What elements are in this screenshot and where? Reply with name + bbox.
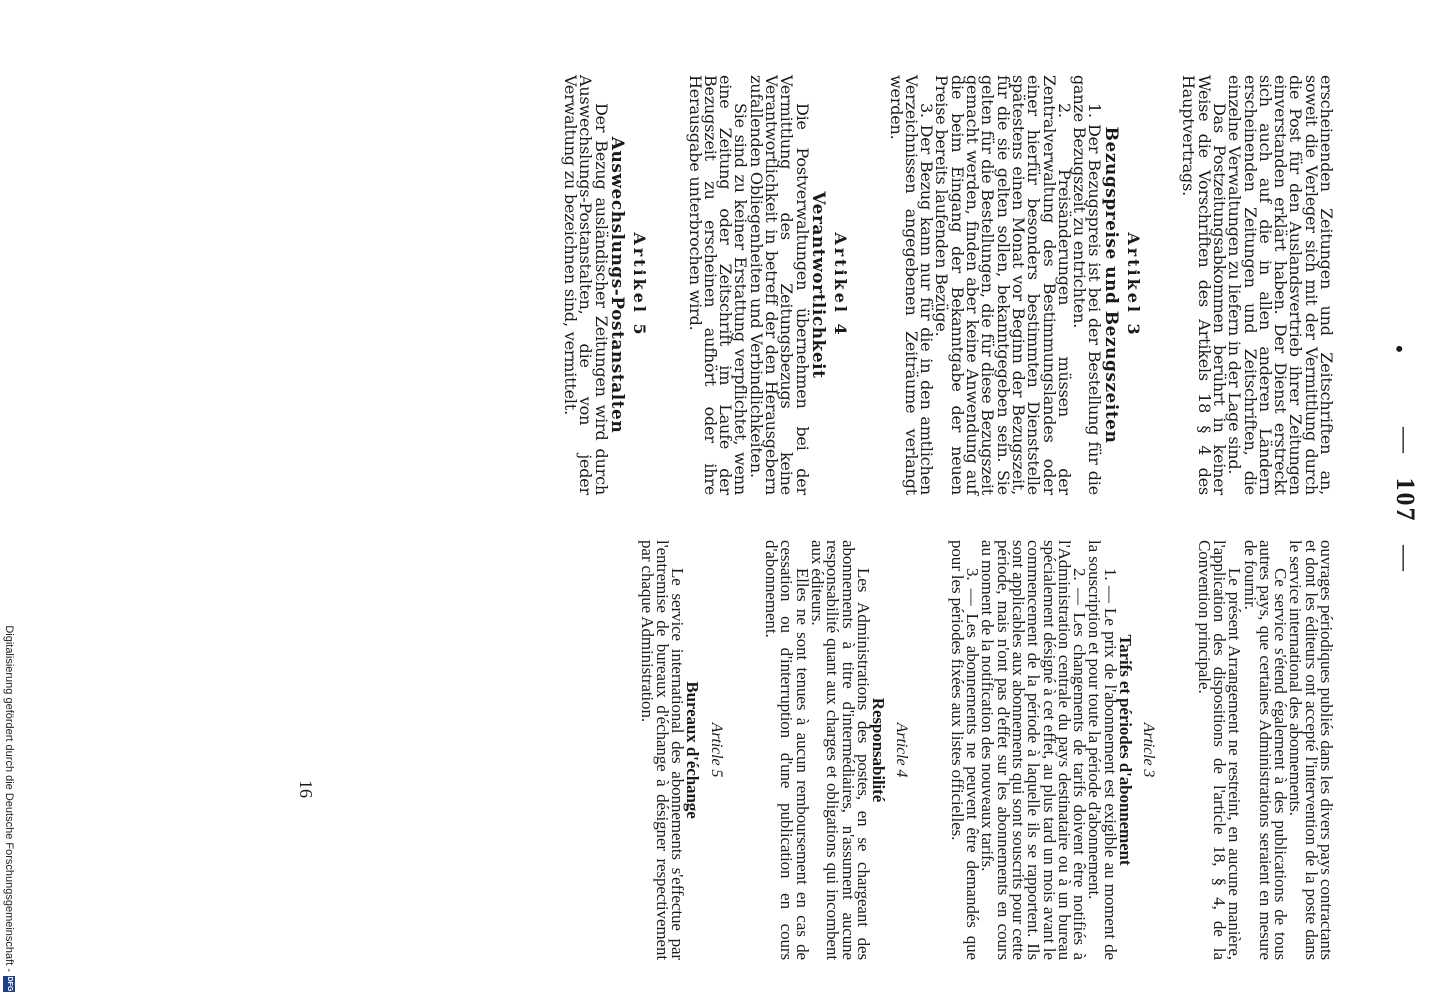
de-intro-1: erscheinenden Zeitungen und Zeitschriften an, soweit die Verleger sich mit der Vermittlung durch die Post für den Auslandsvertrieb ihrer Zeitungen einverstanden erklärt haben. Der Dienst erstreckt sich auch auf die in allen anderen Ländern erscheinenden Zeitungen und Zeitschriften, die einzelne Verwaltungen zu liefern in der Lage sind.: [1225, 75, 1336, 495]
de-article-5-heading: Auswechslungs-Postanstalten: [607, 136, 628, 434]
de-article-5-label: Artikel 5: [630, 232, 650, 338]
page-header: [1390, 0, 1420, 1000]
fr-article-5-label: Article 5: [707, 722, 725, 778]
fr-article-3-label: Article 3: [1140, 722, 1158, 778]
de-article-3-label: Artikel 3: [1124, 232, 1144, 338]
header-dash-left: —: [1391, 427, 1420, 455]
de-article-5-p1: Der Bezug ausländischer Zeitungen wird durch Auswechslungs-Postanstalten, die von jeder Verwaltung zu bezeichnen sind, vermittelt.: [561, 75, 611, 495]
fr-article-3-p1: 1. — Le prix de l'abonnement est exigible au moment de la souscription et pour toute la période d'abonnement.: [1085, 540, 1120, 960]
fr-article-4-p2: Elles ne sont tenues à aucun remboursement en cas de cessation ou d'interruption d'une publication en cours d'abonnement.: [762, 540, 812, 960]
fr-article-3-p2: 2. — Les changements de tarifs doivent être notifiés à l'Administration centrale du pays destinataire ou à un bureau spécialement désigné à cet effet, au plus tard un mois avant le commencement de la période à laquelle ils se rapportent. Ils sont applicables aux abonnements qui sont souscrits pour cette période, mais n'ont pas d'effet sur les abonnements en cours au moment de la notification des nouveaux tarifs.: [978, 540, 1090, 960]
fr-article-3-p3: 3. — Les abonnements ne peuvent être demandés que pour les périodes fixées aux listes officielles.: [947, 540, 983, 960]
digitization-credit: [1, 0, 17, 1000]
de-article-4-heading: Verantwortlichkeit: [807, 191, 828, 379]
de-article-4-p1: Die Postverwaltungen übernehmen bei der Vermittlung des Zeitungsbezugs keine Verantwortlichkeit in betreff der den Herausgebern zufallenden Obliegenheiten und Verbindlichkeiten.: [746, 75, 812, 495]
header-dash-right: —: [1391, 545, 1420, 573]
de-article-4-label: Artikel 4: [831, 232, 851, 338]
fr-article-5-p1: Le service international des abonnements s'effectue par l'entremise de bureaux d'échange à désigner respectivement par chaque Administration.: [637, 540, 688, 960]
de-intro-2: Das Postzeitungsabkommen berührt in keiner Weise die Vorschriften des Artikels 18 § 4 des Hauptvertrags.: [1179, 75, 1229, 495]
de-article-3-p3: 3. Der Bezug kann nur für die in den amtlichen Verzeichnissen angegebenen Zeiträume verlangt werden.: [886, 75, 937, 495]
de-article-4-p2: Sie sind zu keiner Erstattung verpflichtet, wenn eine Zeitung oder Zeitschrift im Laufe der Bezugszeit zu erscheinen aufhört oder ihre Herausgabe unterbrochen wird.: [685, 75, 751, 495]
header-dot: •: [1387, 345, 1412, 353]
fr-intro-2: Ce service s'étend également à des publications de tous autres pays, que certaines Administrations seraient en mesure de fournir.: [1240, 540, 1291, 960]
page-number: 107: [1391, 477, 1420, 523]
french-text-column: [639, 540, 1334, 960]
dfg-logo: DFG: [3, 976, 15, 992]
fr-article-5-heading: Bureaux d'échange: [683, 681, 703, 819]
fr-intro-3: Le présent Arrangement ne restreint, en aucune manière, l'application des dispositions de l'article 18, § 4, de la Convention principale.: [1194, 540, 1245, 960]
fr-article-4-p1: Les Administrations des postes, en se chargeant des abonnements à titre d'intermédiaires, n'assument aucune responsabilité quant aux charges et obligations qui incombent aux éditeurs.: [807, 540, 873, 960]
de-article-3-heading: Bezugspreise und Bezugszeiten: [1100, 126, 1121, 444]
fr-article-4-label: Article 4: [893, 722, 911, 778]
german-column: [563, 75, 1334, 495]
credit-text: Digitalisierung gefördert durch die Deutsche Forschungsgemeinschaft -: [3, 625, 15, 972]
fr-intro-1: ouvrages périodiques publiés dans les divers pays contractants et dont les éditeurs ont accepté l'intervention de la poste dans le service international des abonnements.: [1286, 540, 1336, 960]
folio-number: 16: [296, 780, 316, 798]
fr-article-4-heading: Responsabilité: [869, 697, 889, 803]
de-article-3-p2: 2. Preisänderungen müssen der Zentralverwaltung des Bestimmungslandes oder einer hierfür besonders bestimmten Dienststelle spätestens einen Monat vor Beginn der Bezugszeit, für die sie gelten sollen, bekanntgegeben sein. Sie gelten für die Bestellungen, die für diese Bezugszeit gemacht werden, finden aber keine Anwendung auf die beim Eingang der Bekanntgabe der neuen Preise bereits laufenden Bezüge.: [932, 75, 1074, 495]
de-article-3-p1: 1. Der Bezugspreis ist bei der Bestellung für die ganze Bezugszeit zu entrichten.: [1070, 75, 1105, 495]
fr-article-3-heading: Tarifs et périodes d'abonnement: [1116, 634, 1136, 866]
